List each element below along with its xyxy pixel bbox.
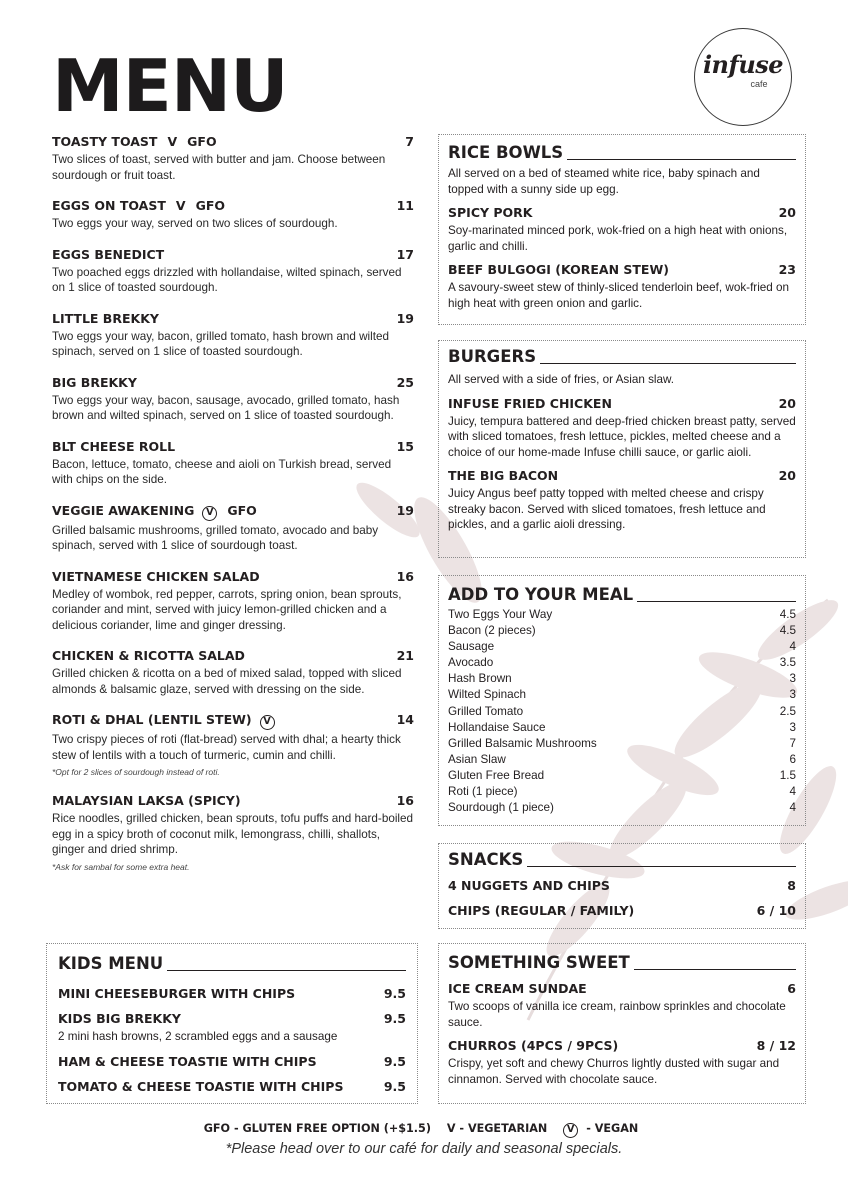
vegan-icon: V <box>260 715 275 730</box>
kids-item-name: KIDS BIG BREKKY <box>58 1011 181 1026</box>
kids-item-price: 9.5 <box>383 1053 406 1069</box>
menu-item-price: 17 <box>396 246 414 262</box>
rice-bowls-heading <box>448 143 796 163</box>
menu-item-price: 21 <box>396 648 414 663</box>
menu-item-header <box>52 503 414 521</box>
menu-item-header <box>52 134 414 150</box>
kids-item-description: 2 mini hash browns, 2 scrambled eggs and a sausage <box>58 1030 338 1043</box>
addon-name: Grilled Balsamic Mushrooms <box>448 736 597 750</box>
box-item-name: CHURROS (4PCS / 9PCS) <box>448 1038 619 1053</box>
addon-price: 2.5 <box>779 704 796 718</box>
menu-item <box>52 569 414 634</box>
box-item-price: 23 <box>778 262 796 277</box>
main-menu-list <box>52 134 414 888</box>
diet-tag: GFO <box>187 134 217 149</box>
addon-name: Bacon (2 pieces) <box>448 624 536 638</box>
box-item-name: BEEF BULGOGI (KOREAN STEW) <box>448 262 669 277</box>
menu-item-name-group <box>52 439 175 455</box>
menu-item-price: 11 <box>396 198 414 213</box>
addon-row <box>448 704 796 720</box>
box-item-price: 6 <box>787 981 796 996</box>
box-item-name: INFUSE FRIED CHICKEN <box>448 395 612 411</box>
addon-price: 3 <box>789 720 796 734</box>
section-title: SOMETHING SWEET <box>448 953 630 972</box>
menu-item-name-group <box>52 712 275 730</box>
menu-item <box>52 503 414 554</box>
addon-row <box>448 607 796 623</box>
kids-item-header <box>58 1054 406 1070</box>
addon-name: Wilted Spinach <box>448 688 526 702</box>
menu-item <box>52 712 414 778</box>
box-item-header <box>448 262 796 278</box>
addon-price: 4 <box>789 801 796 815</box>
addon-price: 3 <box>789 688 796 702</box>
kids-menu-item <box>58 986 406 1002</box>
section-title: KIDS MENU <box>58 954 164 973</box>
addon-price: 3.5 <box>779 656 796 670</box>
kids-item-name: MINI CHEESEBURGER WITH CHIPS <box>58 986 296 1001</box>
box-item-description: Juicy, tempura battered and deep-fried chicken breast patty, served with sliced tomatoes, fresh lettuce, pickles, melted cheese and a choice of our home-made Infuse chilli sauce, or garlic aioli. <box>448 414 796 459</box>
menu-item-description: Grilled chicken & ricotta on a bed of mixed salad, topped with sliced almonds & balsamic glaze, served with dressing on the side. <box>52 667 402 696</box>
kids-menu-item <box>58 1054 406 1070</box>
box-item-price: 8 / 12 <box>756 1038 796 1053</box>
logo-wordmark: infuse <box>702 50 784 79</box>
menu-item-name-group <box>52 375 137 391</box>
page-title: MENU <box>52 44 288 128</box>
legend-gfo: GFO - GLUTEN FREE OPTION (+$1.5) <box>203 1122 431 1135</box>
box-menu-item <box>448 468 796 533</box>
box-menu-item <box>448 981 796 1030</box>
menu-item-price: 16 <box>396 568 414 584</box>
box-item-description: Crispy, yet soft and chewy Churros lightly dusted with sugar and cinnamon. Served with chocolate sauce. <box>448 1057 780 1086</box>
box-menu-item <box>448 205 796 254</box>
addon-row <box>448 639 796 655</box>
addon-price: 1.5 <box>779 768 796 782</box>
box-item-price: 20 <box>778 395 796 411</box>
diet-tag: V <box>167 134 178 149</box>
menu-item-note: *Opt for 2 slices of sourdough instead of roti. <box>52 767 220 777</box>
vegan-icon: V <box>202 506 217 521</box>
addon-price: 4.5 <box>779 608 796 621</box>
kids-menu-item <box>58 1011 406 1045</box>
addon-price: 4 <box>789 640 796 654</box>
kids-menu-section <box>46 943 418 1104</box>
menu-item-name: BIG BREKKY <box>52 374 137 390</box>
box-item-price: 8 <box>787 878 796 893</box>
menu-item-name-group <box>52 247 164 263</box>
kids-item-header <box>58 986 406 1002</box>
menu-item-description: Grilled balsamic mushrooms, grilled tomato, avocado and baby spinach, served with 1 slice of sourdough toast. <box>52 523 379 552</box>
box-item-price: 6 / 10 <box>756 903 796 918</box>
kids-item-price: 9.5 <box>383 1011 406 1026</box>
kids-item-name: HAM & CHEESE TOASTIE WITH CHIPS <box>58 1053 317 1069</box>
snacks-section <box>438 843 806 929</box>
legend-vegan: V - VEGAN <box>563 1122 644 1135</box>
menu-item-description: Medley of wombok, red pepper, carrots, spring onion, bean sprouts, coriander and mint, served with juicy lemon-grilled chicken and a delicious coriander, lime and ginger dressing. <box>52 587 402 632</box>
menu-item <box>52 311 414 360</box>
logo-subtext: cafe <box>750 79 768 89</box>
menu-item-description: Two eggs your way, served on two slices of sourdough. <box>52 217 338 230</box>
addon-name: Hollandaise Sauce <box>448 720 546 734</box>
diet-tag: GFO <box>195 198 225 213</box>
infuse-cafe-logo <box>694 28 792 126</box>
addon-name: Gluten Free Bread <box>448 768 545 782</box>
something-sweet-section <box>438 943 806 1104</box>
box-item-name: ICE CREAM SUNDAE <box>448 981 587 996</box>
box-item-header <box>448 205 796 221</box>
menu-item-note: *Ask for sambal for some extra heat. <box>52 861 190 872</box>
box-item-header <box>448 1038 796 1054</box>
vegan-icon: V <box>563 1123 578 1138</box>
diet-tag: GFO <box>227 502 257 518</box>
addon-name: Hash Brown <box>448 672 512 686</box>
box-item-description: Two scoops of vanilla ice cream, rainbow sprinkles and chocolate sauce. <box>448 1000 786 1029</box>
addon-row <box>448 720 796 736</box>
add-to-meal-section <box>438 575 806 826</box>
dietary-legend <box>0 1122 848 1138</box>
menu-item <box>52 375 414 424</box>
burgers-heading <box>448 347 796 367</box>
menu-item-name-group <box>52 503 257 521</box>
menu-item-price: 25 <box>396 374 414 390</box>
menu-item-description: Two crispy pieces of roti (flat-bread) served with dhal; a hearty thick stew of lentils with a touch of turmeric, cumin and chilli. <box>52 733 401 762</box>
menu-item-description: Two slices of toast, served with butter and jam. Choose between sourdough or fruit toast. <box>52 153 386 182</box>
addon-row <box>448 768 796 784</box>
menu-item-price: 19 <box>396 310 414 326</box>
menu-item-description: Two poached eggs drizzled with hollandaise, wilted spinach, served on 1 slice of toasted sourdough. <box>52 265 402 294</box>
box-item-name: THE BIG BACON <box>448 468 559 483</box>
addon-name: Roti (1 piece) <box>448 785 518 799</box>
add-to-meal-heading <box>448 585 796 605</box>
kids-item-name: TOMATO & CHEESE TOASTIE WITH CHIPS <box>58 1078 344 1094</box>
section-title: ADD TO YOUR MEAL <box>448 585 634 604</box>
box-item-description: Juicy Angus beef patty topped with melted cheese and crispy streaky bacon. Served with sliced tomatoes, fresh lettuce and pickles, and a garlic aioli dressing. <box>448 487 766 531</box>
menu-item <box>52 439 414 488</box>
menu-item-description: Rice noodles, grilled chicken, bean sprouts, tofu puffs and hard-boiled egg in a spicy broth of coconut milk, lemongrass, chilli, shallots, ginger and dried shrimp. <box>52 812 414 856</box>
menu-item-name-group <box>52 648 245 664</box>
menu-item-description: Two eggs your way, bacon, grilled tomato, hash brown and wilted spinach, served on 1 slice of toasted sourdough. <box>52 329 389 358</box>
box-item-header <box>448 878 796 894</box>
kids-item-price: 9.5 <box>383 986 406 1001</box>
menu-item-price: 14 <box>396 712 414 727</box>
menu-item-name: BLT CHEESE ROLL <box>52 438 176 454</box>
menu-item-price: 16 <box>396 793 414 808</box>
addon-name: Sourdough (1 piece) <box>448 801 554 815</box>
box-item-header <box>448 903 796 919</box>
box-menu-item <box>448 262 796 311</box>
box-item-name: 4 NUGGETS AND CHIPS <box>448 878 610 893</box>
menu-item-name-group <box>52 198 225 214</box>
menu-item-header <box>52 648 414 664</box>
burgers-section <box>438 340 806 558</box>
menu-item-price: 7 <box>405 134 414 149</box>
addon-row <box>448 736 796 752</box>
menu-item-name: EGGS BENEDICT <box>52 246 165 262</box>
something-sweet-heading <box>448 953 796 973</box>
addon-name: Avocado <box>448 656 494 670</box>
menu-item-header <box>52 793 414 809</box>
kids-menu-heading <box>58 954 406 974</box>
addon-price: 3 <box>789 672 796 686</box>
addon-row <box>448 655 796 671</box>
menu-item-description: Bacon, lettuce, tomato, cheese and aioli on Turkish bread, served with chips on the side. <box>52 457 392 486</box>
addon-name: Grilled Tomato <box>448 704 524 718</box>
addon-row <box>448 752 796 768</box>
addon-name: Sausage <box>448 640 495 654</box>
addon-price: 4.5 <box>779 624 796 638</box>
menu-item <box>52 247 414 296</box>
menu-item-header <box>52 569 414 585</box>
addon-row <box>448 687 796 703</box>
menu-item-description: Two eggs your way, bacon, sausage, avocado, grilled tomato, hash brown and wilted spinach, served on 1 slice of toasted sourdough. <box>52 393 400 422</box>
addon-row <box>448 623 796 639</box>
menu-item-header <box>52 247 414 263</box>
menu-item-header <box>52 311 414 327</box>
section-title: SNACKS <box>448 850 524 869</box>
section-title: RICE BOWLS <box>448 143 564 162</box>
addon-name: Two Eggs Your Way <box>448 608 553 621</box>
addon-row <box>448 800 796 816</box>
box-item-header <box>448 981 796 997</box>
legend-vegetarian: V - VEGETARIAN <box>446 1122 548 1135</box>
menu-item-name: VEGGIE AWAKENING <box>52 502 195 518</box>
menu-item-header <box>52 439 414 455</box>
specials-note: *Please head over to our café for daily and seasonal specials. <box>225 1141 623 1157</box>
rice-bowls-subtitle: All served on a bed of steamed white rice, baby spinach and topped with a sunny side up egg. <box>448 167 760 196</box>
menu-item <box>52 648 414 697</box>
box-menu-item <box>448 1038 796 1087</box>
box-item-price: 20 <box>778 468 796 483</box>
box-item-description: A savoury-sweet stew of thinly-sliced tenderloin beef, wok-fried on high heat with green onion and garlic. <box>448 281 790 310</box>
box-item-name: CHIPS (REGULAR / FAMILY) <box>448 903 635 918</box>
snacks-heading <box>448 850 796 870</box>
menu-item-name: TOASTY TOAST <box>52 134 158 149</box>
menu-item-price: 19 <box>396 502 414 518</box>
section-title: BURGERS <box>448 347 537 366</box>
addon-price: 7 <box>789 736 796 750</box>
menu-item-name: ROTI & DHAL (LENTIL STEW) <box>52 712 252 727</box>
menu-item-name: EGGS ON TOAST <box>52 198 166 213</box>
menu-item-header <box>52 712 414 730</box>
menu-item-name-group <box>52 569 260 585</box>
kids-item-header <box>58 1011 406 1027</box>
addon-price: 4 <box>789 785 796 799</box>
addon-name: Asian Slaw <box>448 752 506 766</box>
menu-item <box>52 793 414 873</box>
menu-item-name-group <box>52 134 217 150</box>
menu-item-header <box>52 198 414 214</box>
kids-item-header <box>58 1079 406 1095</box>
addon-price: 6 <box>789 752 796 766</box>
menu-item <box>52 198 414 232</box>
diet-tag: V <box>175 198 186 213</box>
box-menu-item <box>448 903 796 919</box>
menu-item <box>52 134 414 183</box>
box-item-name: SPICY PORK <box>448 205 533 220</box>
box-item-price: 20 <box>778 205 796 220</box>
rice-bowls-section <box>438 134 806 325</box>
addon-row <box>448 671 796 687</box>
box-item-header <box>448 468 796 484</box>
box-menu-item <box>448 396 796 461</box>
menu-item-name: CHICKEN & RICOTTA SALAD <box>52 648 245 663</box>
menu-item-name: VIETNAMESE CHICKEN SALAD <box>52 568 260 584</box>
box-menu-item <box>448 878 796 894</box>
kids-menu-item <box>58 1079 406 1095</box>
menu-item-name: MALAYSIAN LAKSA (SPICY) <box>52 793 241 808</box>
menu-item-price: 15 <box>396 438 414 454</box>
burgers-subtitle: All served with a side of fries, or Asian slaw. <box>448 373 675 386</box>
addon-row <box>448 784 796 800</box>
box-item-header <box>448 396 796 412</box>
menu-item-name-group <box>52 311 159 327</box>
menu-item-header <box>52 375 414 391</box>
menu-item-name: LITTLE BREKKY <box>52 310 159 326</box>
menu-item-name-group <box>52 793 241 809</box>
box-item-description: Soy-marinated minced pork, wok-fried on a high heat with onions, garlic and chilli. <box>448 224 788 253</box>
kids-item-price: 9.5 <box>383 1078 406 1094</box>
